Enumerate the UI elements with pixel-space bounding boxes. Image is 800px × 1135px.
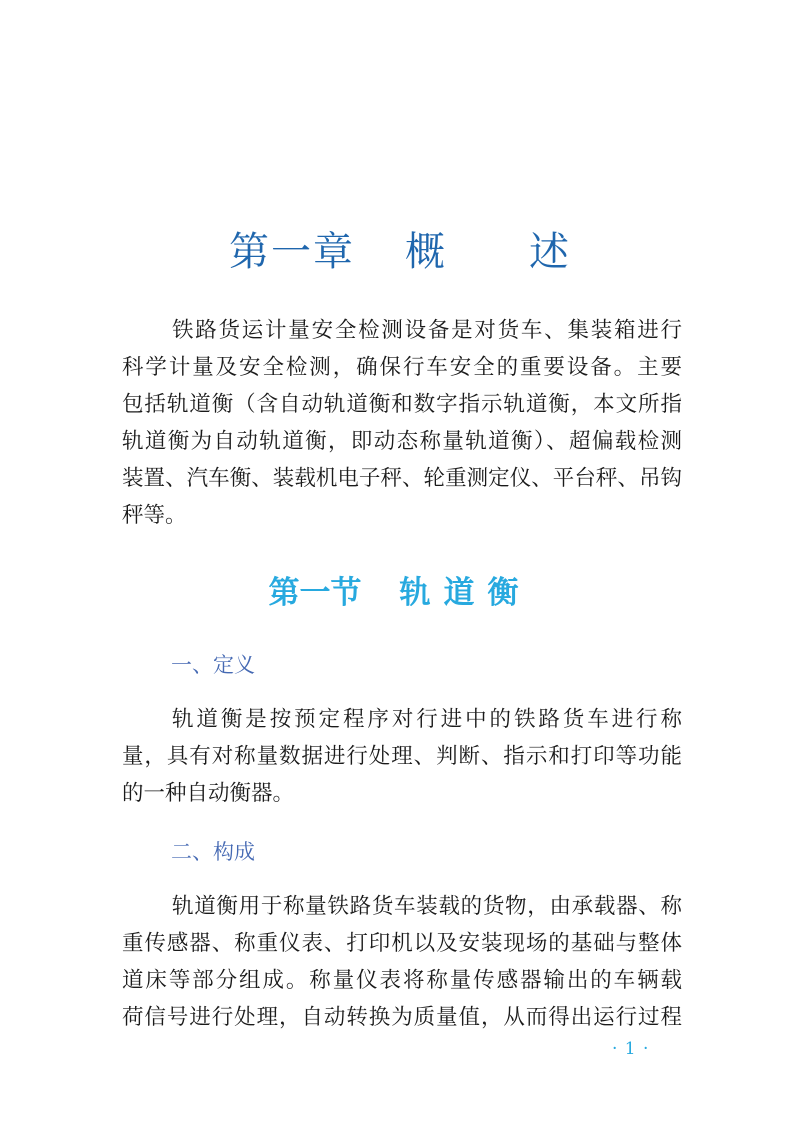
- chapter-title: [0, 222, 800, 282]
- paragraph-line: 科学计量及安全检测，确保行车安全的重要设备。主要: [122, 355, 682, 380]
- definition-paragraph: [122, 701, 682, 812]
- section-name: 轨道衡: [399, 575, 532, 611]
- paragraph-line: 装置、汽车衡、装载机电子秤、轮重测定仪、平台秤、吊钩: [122, 466, 682, 491]
- chapter-title-word-2: 述: [529, 229, 571, 275]
- paragraph-line: 重传感器、称重仪表、打印机以及安装现场的基础与整体: [122, 931, 682, 956]
- paragraph-line: 包括轨道衡（含自动轨道衡和数字指示轨道衡，本文所指: [122, 392, 682, 417]
- paragraph-line: 量，具有对称量数据进行处理、判断、指示和打印等功能: [122, 744, 682, 769]
- section-number: 第一节: [268, 575, 362, 611]
- chapter-title-word-1: 概: [405, 229, 447, 275]
- chapter-number: 第一章: [229, 229, 355, 275]
- paragraph-line: 秤等。: [122, 503, 187, 528]
- section-title: [0, 568, 800, 618]
- paragraph-line: 轨道衡为自动轨道衡，即动态称量轨道衡）、超偏载检测: [122, 429, 682, 454]
- paragraph-line: 道床等部分组成。称量仪表将称量传感器输出的车辆载: [122, 968, 682, 993]
- composition-paragraph: [122, 888, 682, 1036]
- intro-paragraph: [122, 312, 682, 534]
- page-number: · 1 ·: [612, 1039, 650, 1059]
- paragraph-line: 轨道衡是按预定程序对行进中的铁路货车进行称: [172, 707, 682, 732]
- paragraph-line: 荷信号进行处理，自动转换为质量值，从而得出运行过程: [122, 1005, 682, 1030]
- composition-heading: 二、构成: [171, 840, 255, 864]
- paragraph-line: 的一种自动衡器。: [122, 781, 295, 806]
- definition-heading: 一、定义: [171, 653, 255, 677]
- paragraph-line: 铁路货运计量安全检测设备是对货车、集装箱进行: [172, 318, 682, 343]
- paragraph-line: 轨道衡用于称量铁路货车装载的货物，由承载器、称: [172, 894, 682, 919]
